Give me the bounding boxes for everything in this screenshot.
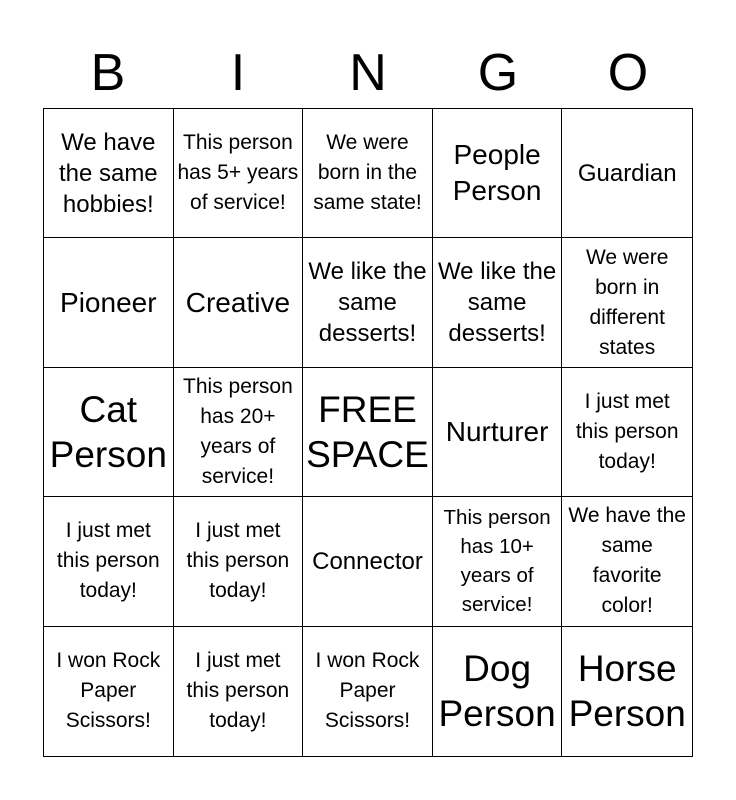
cell-text: This person has 20+ years of service! [183,374,293,488]
bingo-cell[interactable] [433,627,563,756]
cell-text: Cat Person [49,388,167,475]
bingo-cell[interactable] [433,109,563,238]
cell-text: I just met this person today! [186,649,290,733]
cell-text: This person has 5+ years of service! [177,131,299,215]
bingo-cell[interactable] [44,497,174,626]
bingo-cell[interactable] [562,238,692,367]
bingo-cell[interactable] [562,109,692,238]
header-letter-o: O [607,44,649,102]
bingo-cell[interactable] [174,497,304,626]
cell-text: We like the same desserts! [308,258,427,348]
bingo-cell[interactable] [303,109,433,238]
bingo-card [43,108,693,757]
cell-text: Nurturer [445,415,549,447]
cell-text: Guardian [577,159,677,187]
bingo-cell[interactable] [303,238,433,367]
cell-text: We were born in different states [585,245,669,359]
bingo-cell[interactable] [44,109,174,238]
bingo-header [43,38,693,108]
cell-text: Creative [185,286,291,318]
bingo-cell[interactable] [433,497,563,626]
bingo-cell[interactable] [562,497,692,626]
bingo-cell[interactable] [174,368,304,497]
cell-text: We like the same desserts! [437,258,557,348]
cell-text: People Person [452,139,542,207]
header-letter-g: G [477,44,519,102]
cell-text: This person has 10+ years of service! [443,506,551,617]
bingo-cell[interactable] [44,627,174,756]
bingo-cell[interactable] [433,238,563,367]
bingo-cell[interactable] [44,368,174,497]
bingo-cell[interactable] [174,627,304,756]
cell-text: We have the same hobbies! [58,128,158,218]
bingo-cell[interactable] [303,627,433,756]
cell-text: Pioneer [60,286,157,318]
cell-text: Connector [312,547,423,575]
cell-text: Dog Person [438,648,556,735]
cell-text: Horse Person [568,648,686,735]
bingo-cell[interactable] [562,627,692,756]
header-letter-i: I [230,44,246,102]
cell-text: I just met this person today! [575,389,679,473]
bingo-cell[interactable] [433,368,563,497]
cell-text: I just met this person today! [186,519,290,603]
cell-text: I won Rock Paper Scissors! [56,649,161,733]
cell-text: FREE SPACE [306,388,429,475]
cell-text: I just met this person today! [56,519,160,603]
header-letter-b: B [90,44,126,102]
bingo-cell[interactable] [562,368,692,497]
header-letter-n: N [349,44,387,102]
bingo-cell[interactable] [174,109,304,238]
bingo-cell[interactable] [174,238,304,367]
cell-text: I won Rock Paper Scissors! [315,649,420,733]
bingo-cell[interactable] [303,497,433,626]
cell-text: We were born in the same state! [313,131,422,215]
cell-text: We have the same favorite color! [568,504,686,618]
free-space-cell[interactable] [303,368,433,497]
bingo-cell[interactable] [44,238,174,367]
